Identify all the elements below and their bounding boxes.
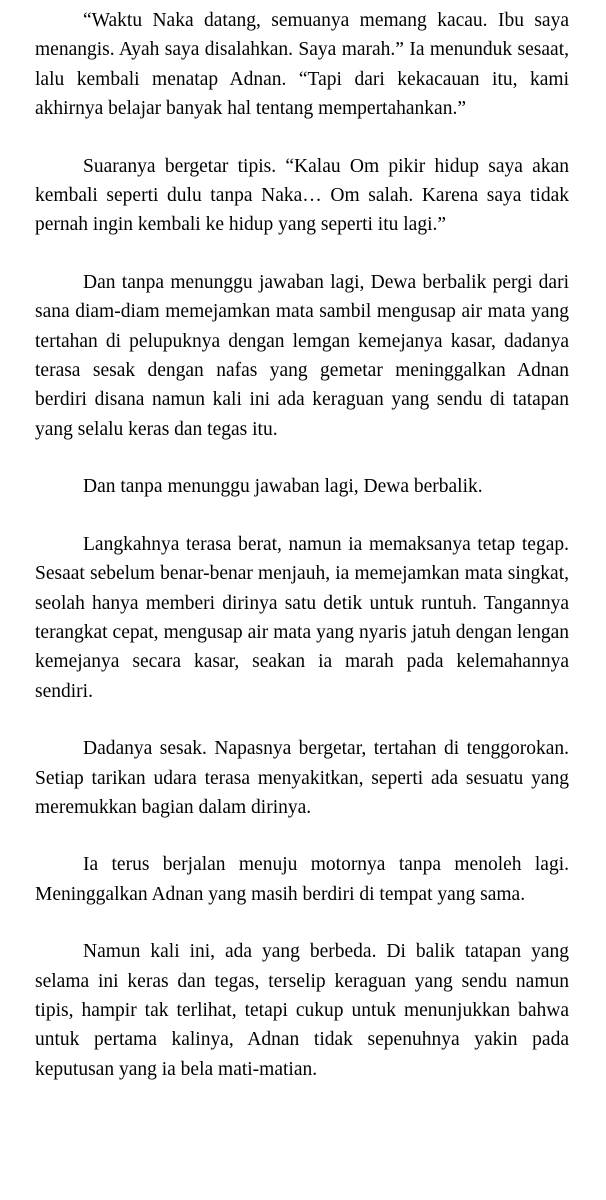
paragraph-2: Suaranya bergetar tipis. “Kalau Om pikir hidup saya akan kembali seperti dulu tanpa Naka… Om salah. Karena saya tidak pernah ingin kembali ke hidup yang seperti itu lagi.”: [35, 155, 569, 236]
paragraph-8: Namun kali ini, ada yang berbeda. Di balik tatapan yang selama ini keras dan tegas, terselip keraguan yang sendu namun tipis, hampir tak terlihat, tetapi cukup untuk menunjukkan bahwa untuk pertama kalinya, Adnan tidak sepenuhnya yakin pada keputusan yang ia bela mati-matian.: [35, 941, 569, 1080]
paragraph-4: Dan tanpa menunggu jawaban lagi, Dewa berbalik.: [83, 476, 483, 498]
paragraph-3: Dan tanpa menunggu jawaban lagi, Dewa berbalik pergi dari sana diam-diam memejamkan mata sambil mengusap air mata yang tertahan di pelupuknya dengan lemgan kemejanya kasar, dadanya terasa sesak dengan nafas yang gemetar meninggalkan Adnan berdiri disana namun kali ini ada keraguan yang sendu di tatapan yang selalu keras dan tegas itu.: [35, 271, 569, 440]
paragraph-1: “Waktu Naka datang, semuanya memang kacau. Ibu saya menangis. Ayah saya disalahkan. Saya marah.” Ia menunduk sesaat, lalu kembali menatap Adnan. “Tapi dari kekacauan itu, kami akhirnya belajar banyak hal tentang mempertahankan.”: [35, 10, 569, 120]
paragraph-5: Langkahnya terasa berat, namun ia memaksanya tetap tegap. Sesaat sebelum benar-benar menjauh, ia memejamkan mata singkat, seolah hanya memberi dirinya satu detik untuk runtuh. Tangannya terangkat cepat, mengusap air mata yang nyaris jatuh dengan lengan kemejanya secara kasar, seakan ia marah pada kelemahannya sendiri.: [35, 533, 569, 702]
paragraph-7: Ia terus berjalan menuju motornya tanpa menoleh lagi. Meninggalkan Adnan yang masih berdiri di tempat yang sama.: [35, 854, 569, 905]
paragraph-6: Dadanya sesak. Napasnya bergetar, tertahan di tenggorokan. Setiap tarikan udara terasa menyakitkan, seperti ada sesuatu yang meremukkan bagian dalam dirinya.: [35, 738, 569, 818]
